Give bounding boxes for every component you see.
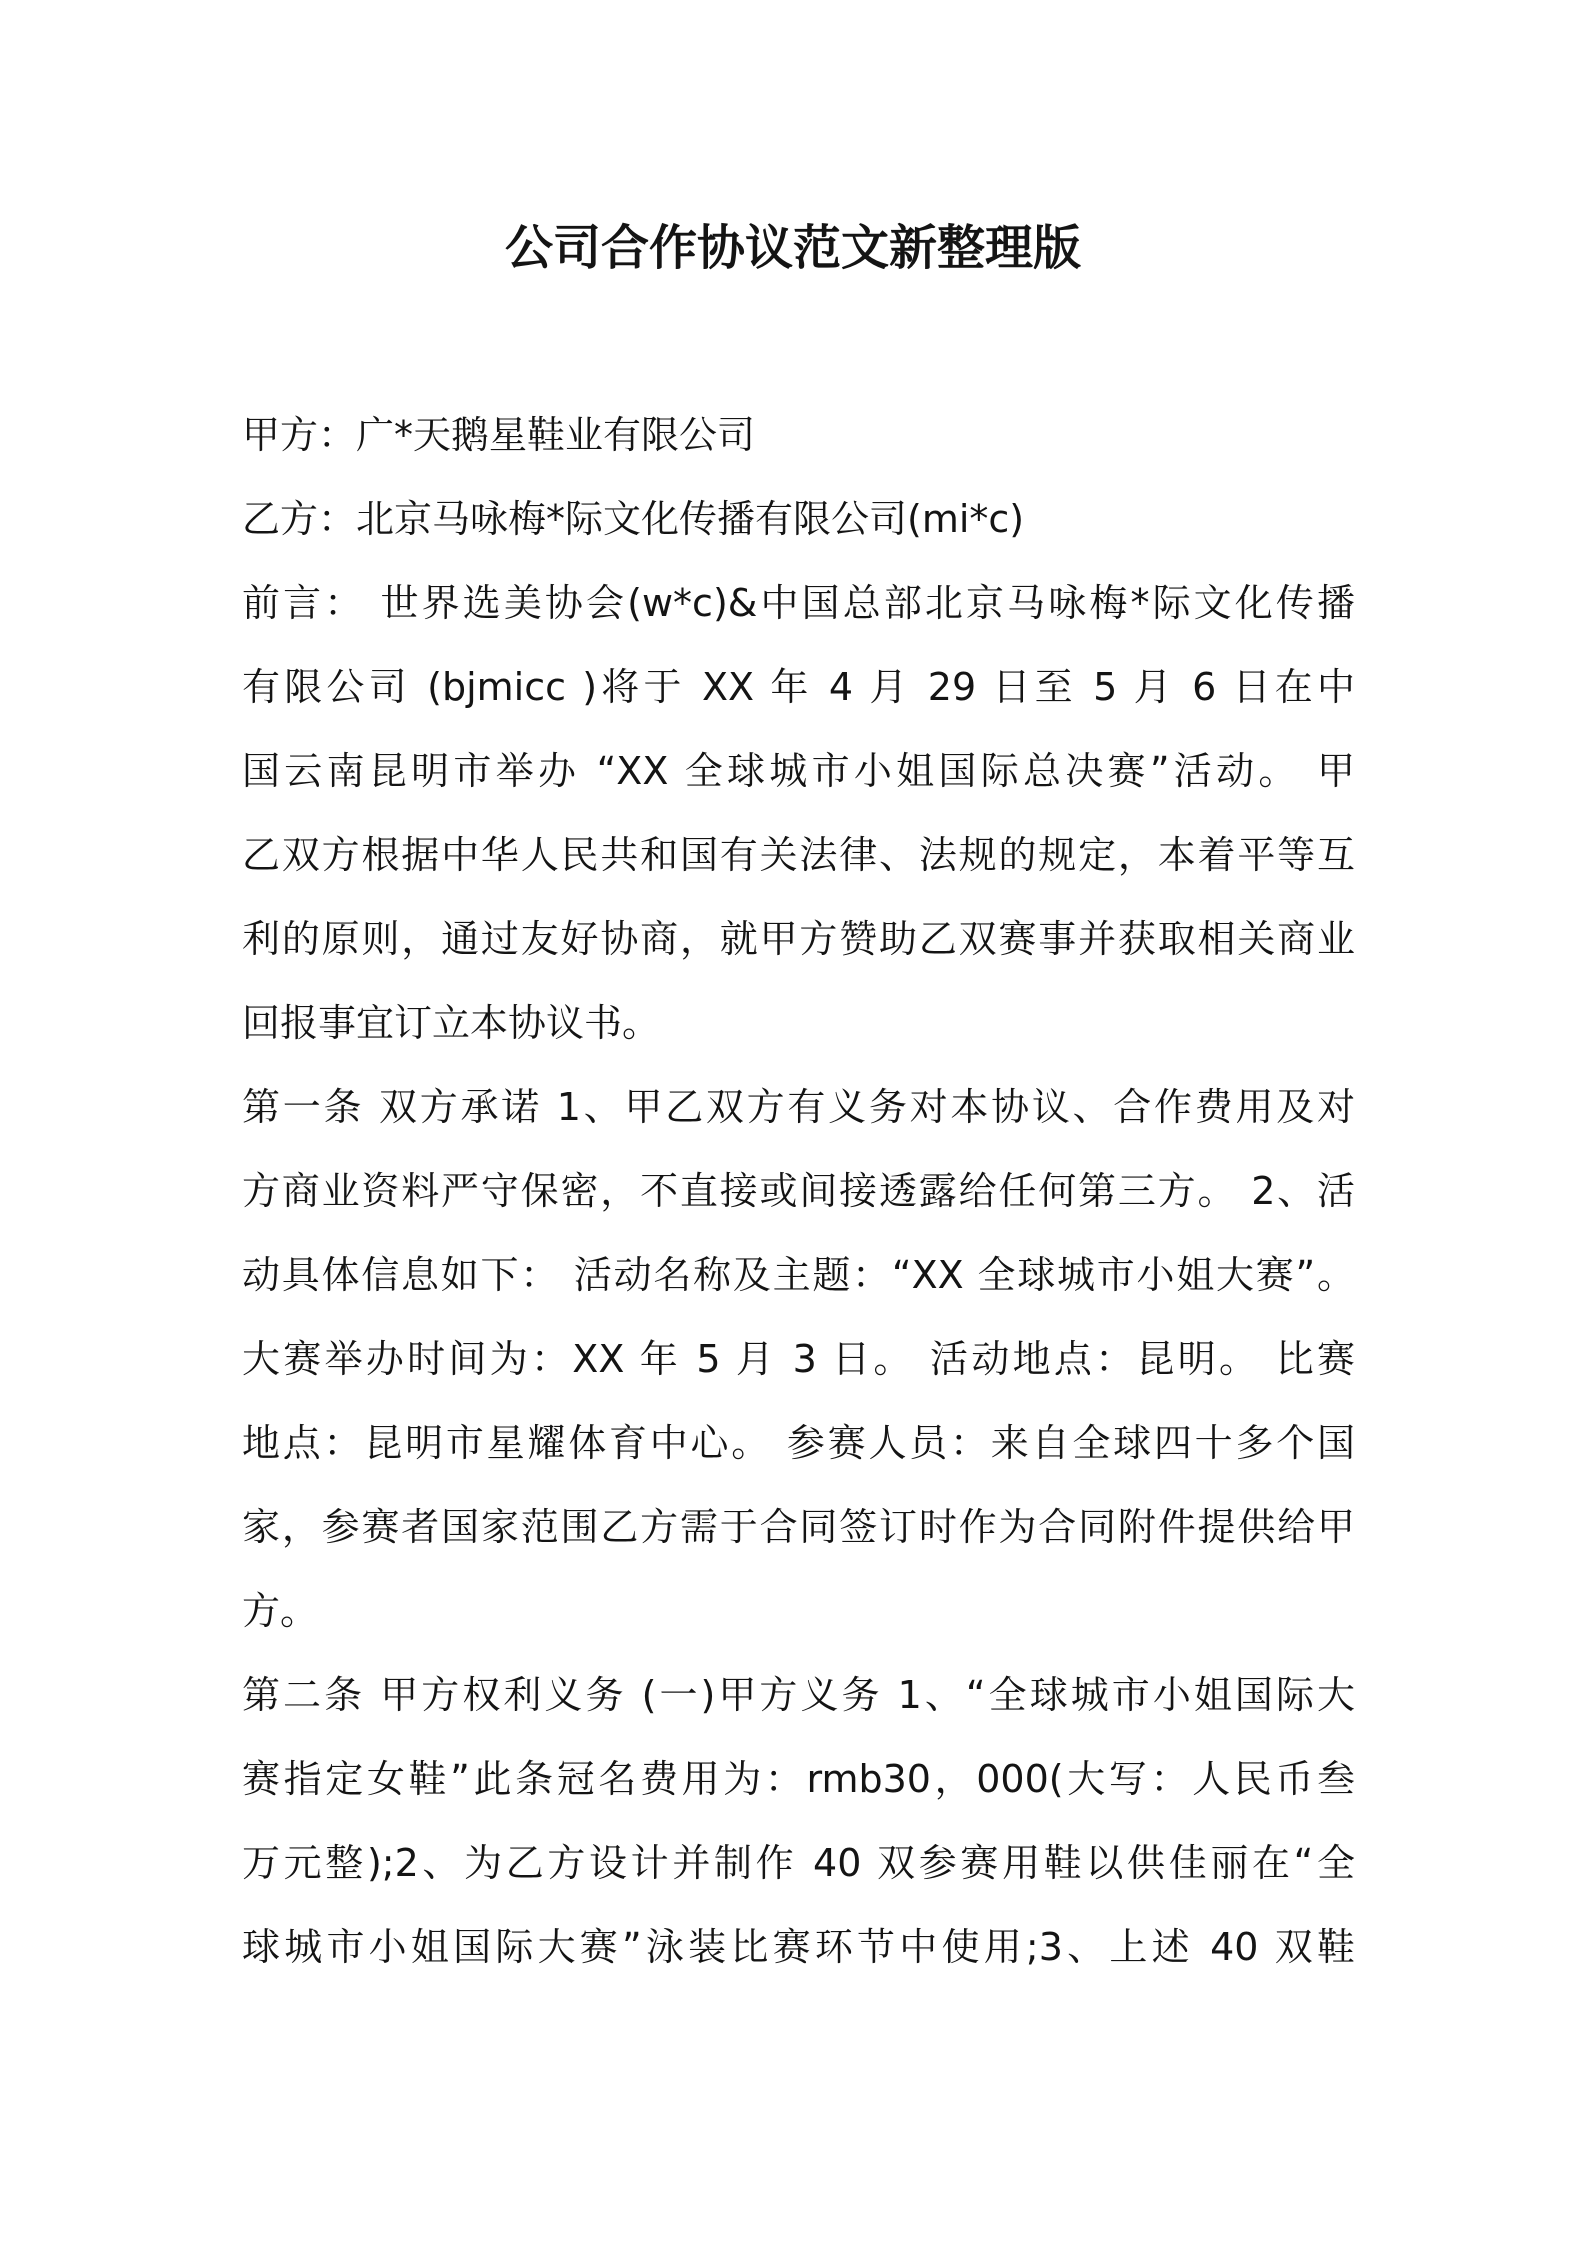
document-body [242,393,1355,1989]
paragraph-line: 动具体信息如下： 活动名称及主题：“XX 全球城市小姐大赛”。 [242,1253,1355,1297]
paragraph-line: 大赛举办时间为：XX 年 5 月 3 日。 活动地点：昆明。 比赛 [242,1337,1355,1381]
paragraph-line: 赛指定女鞋”此条冠名费用为：rmb30，000(大写：人民币叁 [242,1757,1355,1801]
paragraph-line: 第二条 甲方权利义务 (一)甲方义务 1、“全球城市小姐国际大 [242,1673,1355,1717]
paragraph-preface [242,561,1355,1065]
paragraph-line: 乙方：北京马咏梅*际文化传播有限公司(mi*c) [242,497,1025,541]
paragraph-line: 国云南昆明市举办 “XX 全球城市小姐国际总决赛”活动。 甲 [242,749,1355,793]
paragraph-line: 有限公司 (bjmicc )将于 XX 年 4 月 29 日至 5 月 6 日在中 [242,665,1355,709]
page-title: 公司合作协议范文新整理版 [504,220,1081,276]
paragraph-article-2 [242,1653,1355,1989]
paragraph-line: 前言： 世界选美协会(w*c)&中国总部北京马咏梅*际文化传播 [242,581,1355,625]
paragraph-line: 回报事宜订立本协议书。 [242,1001,661,1045]
paragraph-line: 球城市小姐国际大赛”泳装比赛环节中使用;3、上述 40 双鞋 [242,1925,1355,1969]
paragraph-line: 地点：昆明市星耀体育中心。 参赛人员：来自全球四十多个国 [242,1421,1355,1465]
paragraph-line: 万元整);2、为乙方设计并制作 40 双参赛用鞋以供佳丽在“全 [242,1841,1355,1885]
paragraph-party-b [242,477,1355,561]
paragraph-line: 利的原则，通过友好协商，就甲方赞助乙双赛事并获取相关商业 [242,917,1355,961]
paragraph-line: 第一条 双方承诺 1、甲乙双方有义务对本协议、合作费用及对 [242,1085,1355,1129]
paragraph-line: 方商业资料严守保密，不直接或间接透露给任何第三方。 2、活 [242,1169,1355,1213]
paragraph-party-a [242,393,1355,477]
paragraph-line: 乙双方根据中华人民共和国有关法律、法规的规定，本着平等互 [242,833,1355,877]
paragraph-article-1 [242,1065,1355,1653]
paragraph-line: 方。 [242,1589,319,1633]
paragraph-line: 甲方：广*天鹅星鞋业有限公司 [242,413,756,457]
paragraph-line: 家，参赛者国家范围乙方需于合同签订时作为合同附件提供给甲 [242,1505,1355,1549]
